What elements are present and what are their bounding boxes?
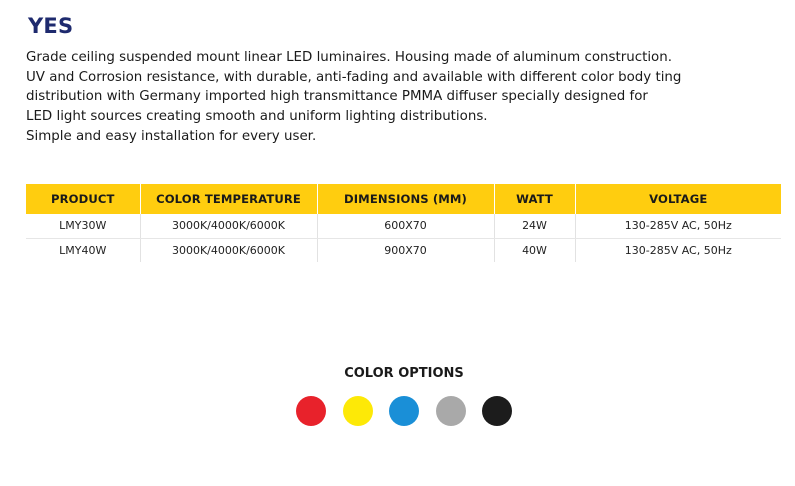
color-swatch-yellow[interactable] (343, 396, 373, 426)
color-options-title: COLOR OPTIONS (344, 366, 464, 381)
cell-product: LMY40W (26, 238, 140, 262)
table-row (26, 238, 781, 262)
cell-watt: 24W (494, 214, 575, 238)
description-line: distribution with Germany imported high transmittance PMMA diffuser specially designed for (26, 89, 648, 105)
header-watt: WATT (494, 184, 575, 214)
color-swatches (296, 396, 512, 426)
header-voltage: VOLTAGE (575, 184, 781, 214)
color-swatch-black[interactable] (482, 396, 512, 426)
color-swatch-red[interactable] (296, 396, 326, 426)
header-dimensions: DIMENSIONS (MM) (317, 184, 494, 214)
header-product: PRODUCT (26, 184, 140, 214)
cell-color-temperature: 3000K/4000K/6000K (140, 214, 317, 238)
cell-voltage: 130-285V AC, 50Hz (575, 214, 781, 238)
table-row (26, 214, 781, 238)
cell-product: LMY30W (26, 214, 140, 238)
cell-dimensions: 600X70 (317, 214, 494, 238)
header-color-temperature: COLOR TEMPERATURE (140, 184, 317, 214)
product-description (26, 48, 766, 147)
color-swatch-gray[interactable] (436, 396, 466, 426)
spec-table (26, 184, 781, 262)
cell-watt: 40W (494, 238, 575, 262)
description-line: UV and Corrosion resistance, with durable, anti-fading and available with different color body ting (26, 69, 682, 85)
description-line: Grade ceiling suspended mount linear LED luminaires. Housing made of aluminum construction. (26, 50, 672, 65)
cell-color-temperature: 3000K/4000K/6000K (140, 238, 317, 262)
description-line: Simple and easy installation for every user. (26, 128, 317, 144)
color-swatch-blue[interactable] (389, 396, 419, 426)
description-line: LED light sources creating smooth and uniform lighting distributions. (26, 109, 488, 125)
cell-dimensions: 900X70 (317, 238, 494, 262)
cell-voltage: 130-285V AC, 50Hz (624, 243, 732, 257)
table-header-row (26, 184, 781, 214)
product-title: YES (28, 14, 74, 38)
